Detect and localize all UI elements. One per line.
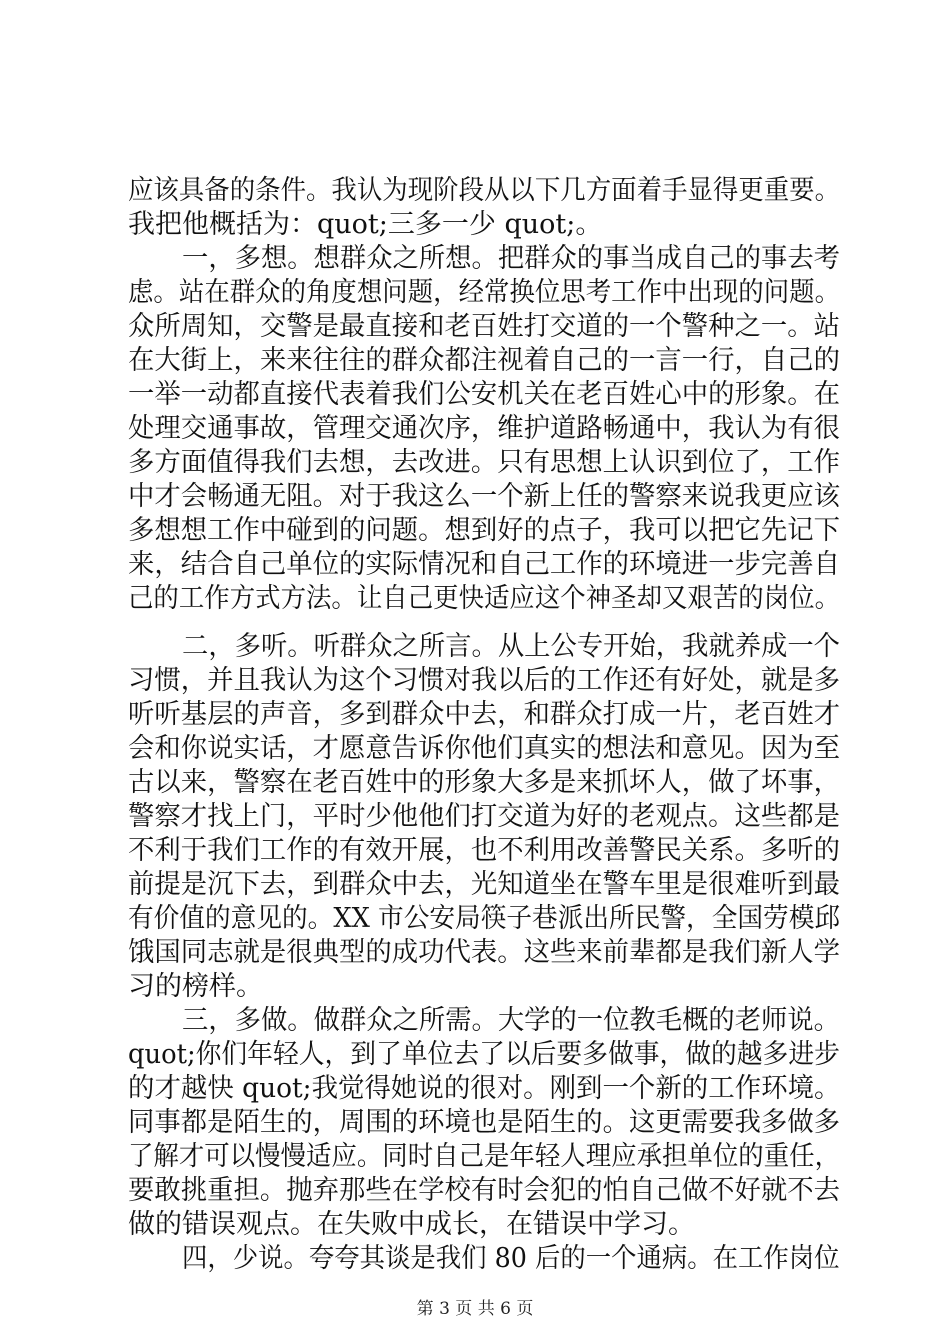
text-line: 前提是沉下去，到群众中去，光知道坐在警车里是很难听到最 <box>128 869 841 900</box>
text-line: 中才会畅通无阻。对于我这么一个新上任的警察来说我更应该 <box>128 481 841 512</box>
text-line: 听听基层的声音，多到群众中去，和群众打成一片，老百姓才 <box>128 699 841 730</box>
text-line: 来，结合自己单位的实际情况和自己工作的环境进一步完善自 <box>128 549 841 580</box>
text-line: 的才越快 quot;我觉得她说的很对。刚到一个新的工作环境。 <box>128 1073 841 1104</box>
text-line: 应该具备的条件。我认为现阶段从以下几方面着手显得更重要。 <box>128 175 841 206</box>
text-line: 一，多想。想群众之所想。把群众的事当成自己的事去考 <box>182 243 840 274</box>
text-line: 四，少说。夸夸其谈是我们 80 后的一个通病。在工作岗位 <box>182 1243 840 1274</box>
text-line: 古以来，警察在老百姓中的形象大多是来抓坏人，做了坏事， <box>128 767 841 798</box>
text-line: 习的榜样。 <box>128 971 263 1002</box>
text-line: 会和你说实话，才愿意告诉你他们真实的想法和意见。因为至 <box>128 733 841 764</box>
text-line: 做的错误观点。在失败中成长，在错误中学习。 <box>128 1209 695 1240</box>
text-line: 多方面值得我们去想，去改进。只有思想上认识到位了，工作 <box>128 447 841 478</box>
text-line: 多想想工作中碰到的问题。想到好的点子，我可以把它先记下 <box>128 515 841 546</box>
text-line: 处理交通事故，管理交通次序，维护道路畅通中，我认为有很 <box>128 413 841 444</box>
page-footer: 第 3 页 共 6 页 <box>416 1299 534 1319</box>
text-line: quot;你们年轻人，到了单位去了以后要多做事，做的越多进步 <box>128 1039 840 1070</box>
text-line: 我把他概括为：quot;三多一少 quot;。 <box>128 209 603 240</box>
text-line: 己的工作方式方法。让自己更快适应这个神圣却又艰苦的岗位。 <box>128 583 841 614</box>
text-line: 不利于我们工作的有效开展，也不利用改善警民关系。多听的 <box>128 835 841 866</box>
text-line: 二，多听。听群众之所言。从上公专开始，我就养成一个 <box>182 631 840 662</box>
text-line: 虑。站在群众的角度想问题，经常换位思考工作中出现的问题。 <box>128 277 841 308</box>
text-line: 一举一动都直接代表着我们公安机关在老百姓心中的形象。在 <box>128 379 841 410</box>
text-line: 饿国同志就是很典型的成功代表。这些来前辈都是我们新人学 <box>128 937 841 968</box>
text-line: 众所周知，交警是最直接和老百姓打交道的一个警种之一。站 <box>128 311 841 342</box>
text-line: 同事都是陌生的，周围的环境也是陌生的。这更需要我多做多 <box>128 1107 841 1138</box>
text-line: 有价值的意见的。XX 市公安局筷子巷派出所民警，全国劳模邱 <box>128 903 841 934</box>
text-line: 要敢挑重担。抛弃那些在学校有时会犯的怕自己做不好就不去 <box>128 1175 841 1206</box>
text-line: 警察才找上门，平时少他他们打交道为好的老观点。这些都是 <box>128 801 841 832</box>
text-line: 三，多做。做群众之所需。大学的一位教毛概的老师说。 <box>182 1005 840 1036</box>
text-line: 习惯，并且我认为这个习惯对我以后的工作还有好处，就是多 <box>128 665 841 696</box>
text-line: 了解才可以慢慢适应。同时自己是年轻人理应承担单位的重任， <box>128 1141 841 1172</box>
text-line: 在大街上，来来往往的群众都注视着自己的一言一行，自己的 <box>128 345 841 376</box>
